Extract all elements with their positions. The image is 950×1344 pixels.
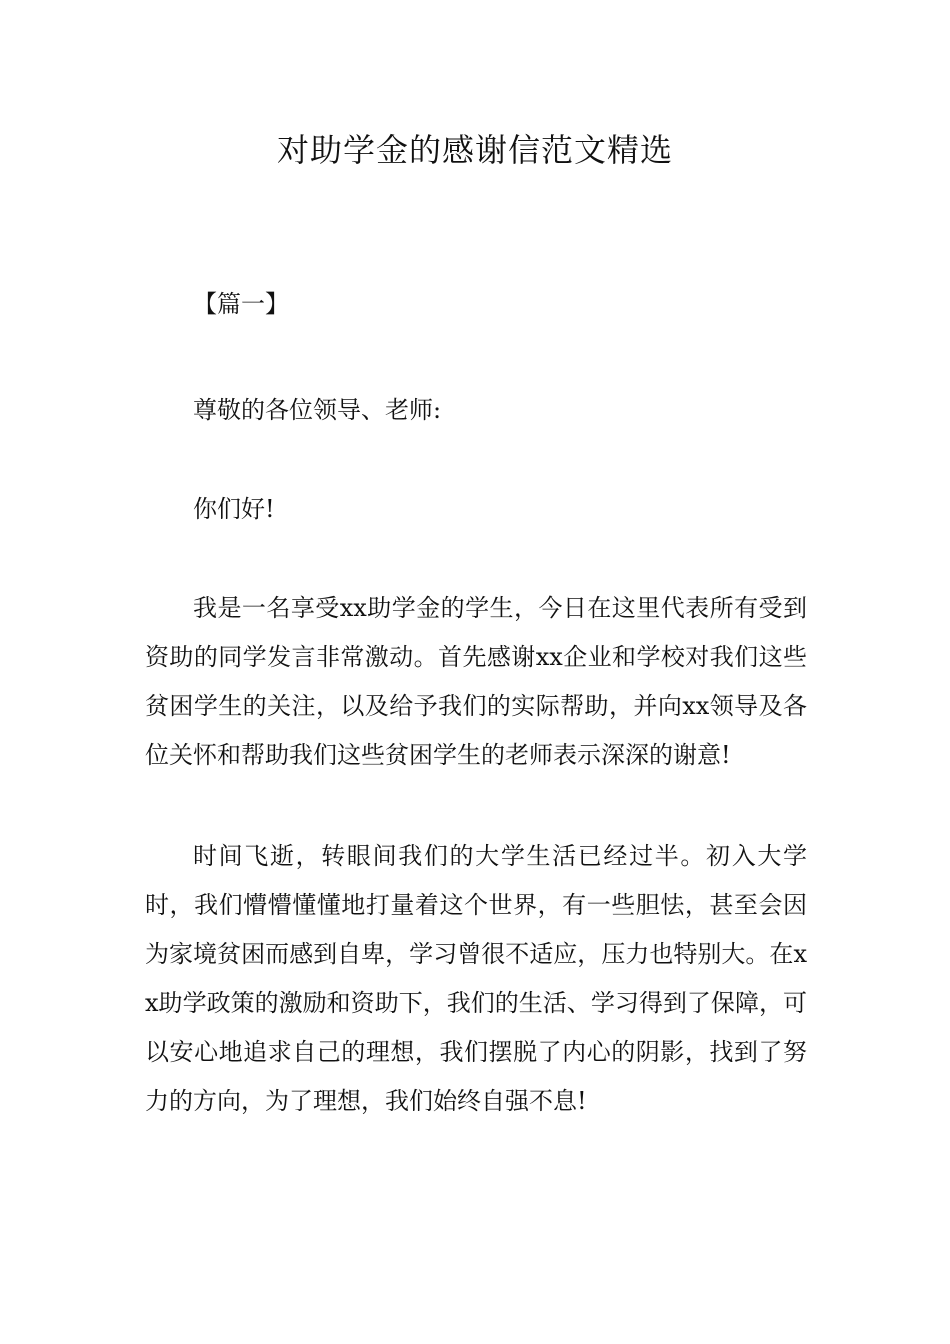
document-title: 对助学金的感谢信范文精选	[276, 131, 673, 169]
paragraph-1: 我是一名享受xx助学金的学生，今日在这里代表所有受到资助的同学发言非常激动。首先感谢xx企业和学校对我们这些贫困学生的关注，以及给予我们的实际帮助，并向xx领导及各位关怀和帮助我们这些贫困学生的老师表示深深的谢意!	[145, 594, 807, 769]
greeting: 你们好!	[193, 495, 275, 523]
paragraph-2: 时间飞逝，转眼间我们的大学生活已经过半。初入大学时，我们懵懵懂懂地打量着这个世界，有一些胆怯，甚至会因为家境贫困而感到自卑，学习曾很不适应，压力也特别大。在xx助学政策的激励和资助下，我们的生活、学习得到了保障，可以安心地追求自己的理想，我们摆脱了内心的阴影，找到了努力的方向，为了理想，我们始终自强不息!	[145, 842, 807, 1115]
document-body	[145, 280, 807, 1126]
salutation: 尊敬的各位领导、老师:	[193, 396, 442, 424]
section-label: 【篇一】	[193, 290, 289, 318]
